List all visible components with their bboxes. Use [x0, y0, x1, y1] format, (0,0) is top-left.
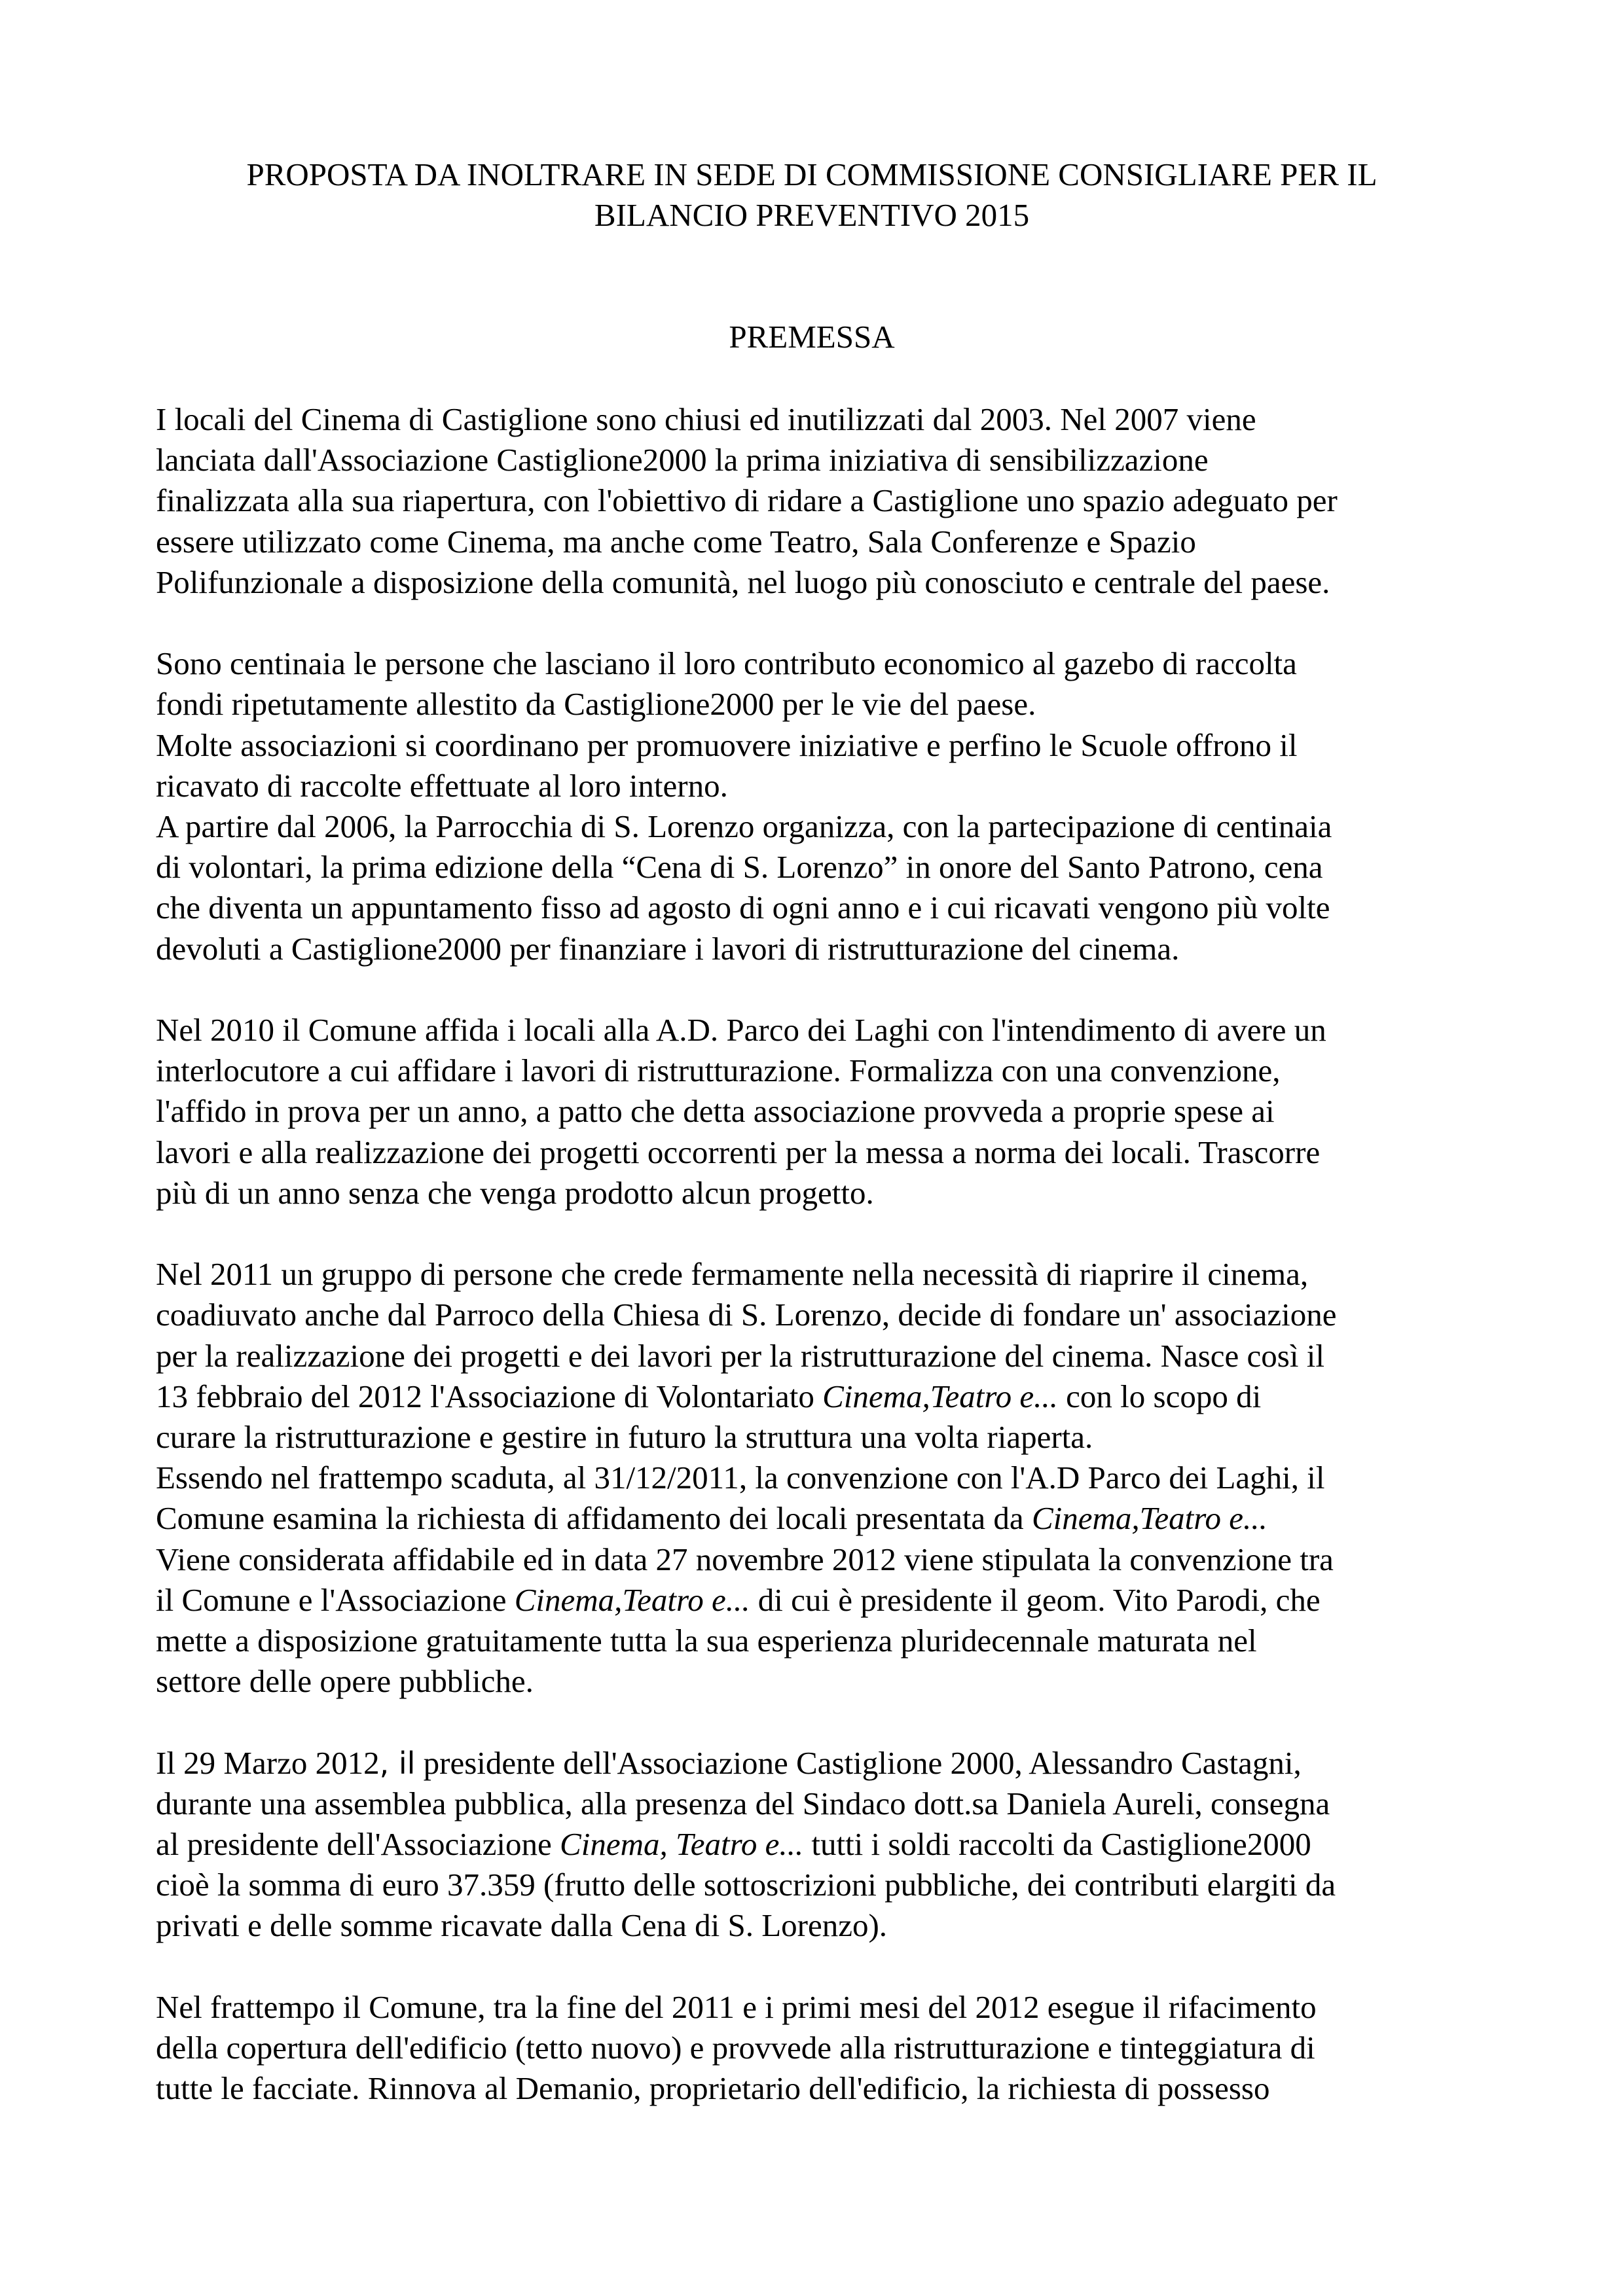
section-heading: PREMESSA	[729, 319, 895, 355]
document-title	[157, 154, 1467, 236]
paragraph-line: curare la ristrutturazione e gestire in futuro la struttura una volta riaperta.	[156, 1419, 1093, 1456]
paragraph-line: Nel 2011 un gruppo di persone che crede fermamente nella necessità di riaprire il cinema,	[156, 1256, 1309, 1293]
text-segment: tutti i soldi raccolti da Castiglione2000	[803, 1826, 1311, 1863]
paragraph-line: più di un anno senza che venga prodotto alcun progetto.	[156, 1174, 874, 1211]
text-segment: 13 febbraio del 2012 l'Associazione di Volontariato	[156, 1378, 823, 1414]
text-segment: presidente dell'Associazione Castiglione 2000, Alessandro Castagni,	[415, 1744, 1302, 1781]
paragraph-line: mette a disposizione gratuitamente tutta la sua esperienza pluridecennale maturata nel	[156, 1623, 1257, 1659]
paragraph-gap	[156, 1702, 1472, 1742]
title-line: BILANCIO PREVENTIVO 2015	[594, 197, 1030, 233]
paragraph-line	[156, 1498, 1472, 1539]
paragraph-line: l'affido in prova per un anno, a patto che detta associazione provveda a proprie spese ai	[156, 1093, 1275, 1130]
paragraph-line: privati e delle somme ricavate dalla Cena di S. Lorenzo).	[156, 1907, 888, 1944]
paragraph-line	[156, 1376, 1472, 1417]
paragraph-line: Viene considerata affidabile ed in data 27 novembre 2012 viene stipulata la convenzione tra	[156, 1541, 1334, 1577]
text-segment: il Comune e l'Associazione	[156, 1581, 515, 1618]
title-line: PROPOSTA DA INOLTRARE IN SEDE DI COMMISSIONE CONSIGLIARE PER IL	[246, 156, 1377, 192]
paragraph-line: devoluti a Castiglione2000 per finanziare i lavori di ristrutturazione del cinema.	[156, 930, 1180, 967]
paragraph-line	[156, 1743, 1472, 1784]
paragraph-gap	[156, 1213, 1472, 1254]
paragraph-line: cioè la somma di euro 37.359 (frutto delle sottoscrizioni pubbliche, dei contributi elargiti da	[156, 1867, 1336, 1903]
paragraph-line	[156, 1580, 1472, 1621]
paragraph-line: A partire dal 2006, la Parrocchia di S. Lorenzo organizza, con la partecipazione di centinaia	[156, 808, 1332, 845]
paragraph-line: Molte associazioni si coordinano per promuovere iniziative e perfino le Scuole offrono il	[156, 726, 1298, 763]
paragraph-line: Nel frattempo il Comune, tra la fine del 2011 e i primi mesi del 2012 esegue il rifacimento	[156, 1988, 1317, 2025]
text-segment: Il 29 Marzo 2012	[156, 1744, 380, 1781]
paragraph-line: lanciata dall'Associazione Castiglione2000 la prima iniziativa di sensibilizzazione	[156, 442, 1209, 478]
association-name: Cinema, Teatro e...	[560, 1826, 804, 1863]
paragraph-line: che diventa un appuntamento fisso ad agosto di ogni anno e i cui ricavati vengono più volte	[156, 889, 1330, 926]
text-segment: al presidente dell'Associazione	[156, 1826, 560, 1863]
document-body	[156, 399, 1472, 2109]
paragraph-line: di volontari, la prima edizione della “Cena di S. Lorenzo” in onore del Santo Patrono, cena	[156, 849, 1323, 886]
text-segment: di cui è presidente il geom. Vito Parodi, che	[750, 1581, 1321, 1618]
paragraph-line: ricavato di raccolte effettuate al loro interno.	[156, 767, 728, 804]
text-segment: , il	[379, 1745, 416, 1781]
paragraph-line: Sono centinaia le persone che lasciano il loro contributo economico al gazebo di raccolta	[156, 645, 1297, 682]
paragraph-gap	[156, 1946, 1472, 1987]
paragraph-line: interlocutore a cui affidare i lavori di ristrutturazione. Formalizza con una convenzione,	[156, 1052, 1281, 1089]
paragraph-line: fondi ripetutamente allestito da Castiglione2000 per le vie del paese.	[156, 686, 1036, 723]
paragraph-gap	[156, 603, 1472, 643]
paragraph-line: durante una assemblea pubblica, alla presenza del Sindaco dott.sa Daniela Aureli, consegna	[156, 1785, 1330, 1821]
paragraph-line: settore delle opere pubbliche.	[156, 1663, 534, 1700]
paragraph-line: coadiuvato anche dal Parroco della Chiesa di S. Lorenzo, decide di fondare un' associazione	[156, 1297, 1337, 1333]
paragraph-line: I locali del Cinema di Castiglione sono chiusi ed inutilizzati dal 2003. Nel 2007 viene	[156, 401, 1256, 437]
paragraph-line: per la realizzazione dei progetti e dei lavori per la ristrutturazione del cinema. Nasce così il	[156, 1337, 1324, 1374]
paragraph-line	[156, 1824, 1472, 1865]
paragraph-line: Nel 2010 il Comune affida i locali alla A.D. Parco dei Laghi con l'intendimento di avere un	[156, 1012, 1326, 1049]
paragraph-line: tutte le facciate. Rinnova al Demanio, proprietario dell'edificio, la richiesta di possesso	[156, 2070, 1270, 2107]
text-segment: con lo scopo di	[1057, 1378, 1262, 1414]
paragraph-line: Polifunzionale a disposizione della comunità, nel luogo più conosciuto e centrale del paese.	[156, 564, 1330, 600]
paragraph-line: lavori e alla realizzazione dei progetti occorrenti per la messa a norma dei locali. Trascorre	[156, 1134, 1321, 1170]
paragraph-line: Essendo nel frattempo scaduta, al 31/12/2011, la convenzione con l'A.D Parco dei Laghi, il	[156, 1460, 1325, 1496]
paragraph-line: della copertura dell'edificio (tetto nuovo) e provvede alla ristrutturazione e tinteggiatura di	[156, 2030, 1315, 2066]
association-name: Cinema,Teatro e...	[514, 1581, 750, 1618]
paragraph-line: finalizzata alla sua riapertura, con l'obiettivo di ridare a Castiglione uno spazio adeguato per	[156, 482, 1338, 519]
paragraph-gap	[156, 969, 1472, 1010]
association-name: Cinema,Teatro e...	[822, 1378, 1058, 1414]
text-segment: Comune esamina la richiesta di affidamento dei locali presentata da	[156, 1500, 1032, 1537]
association-name: Cinema,Teatro e...	[1031, 1500, 1267, 1537]
paragraph-line: essere utilizzato come Cinema, ma anche come Teatro, Sala Conferenze e Spazio	[156, 523, 1196, 560]
